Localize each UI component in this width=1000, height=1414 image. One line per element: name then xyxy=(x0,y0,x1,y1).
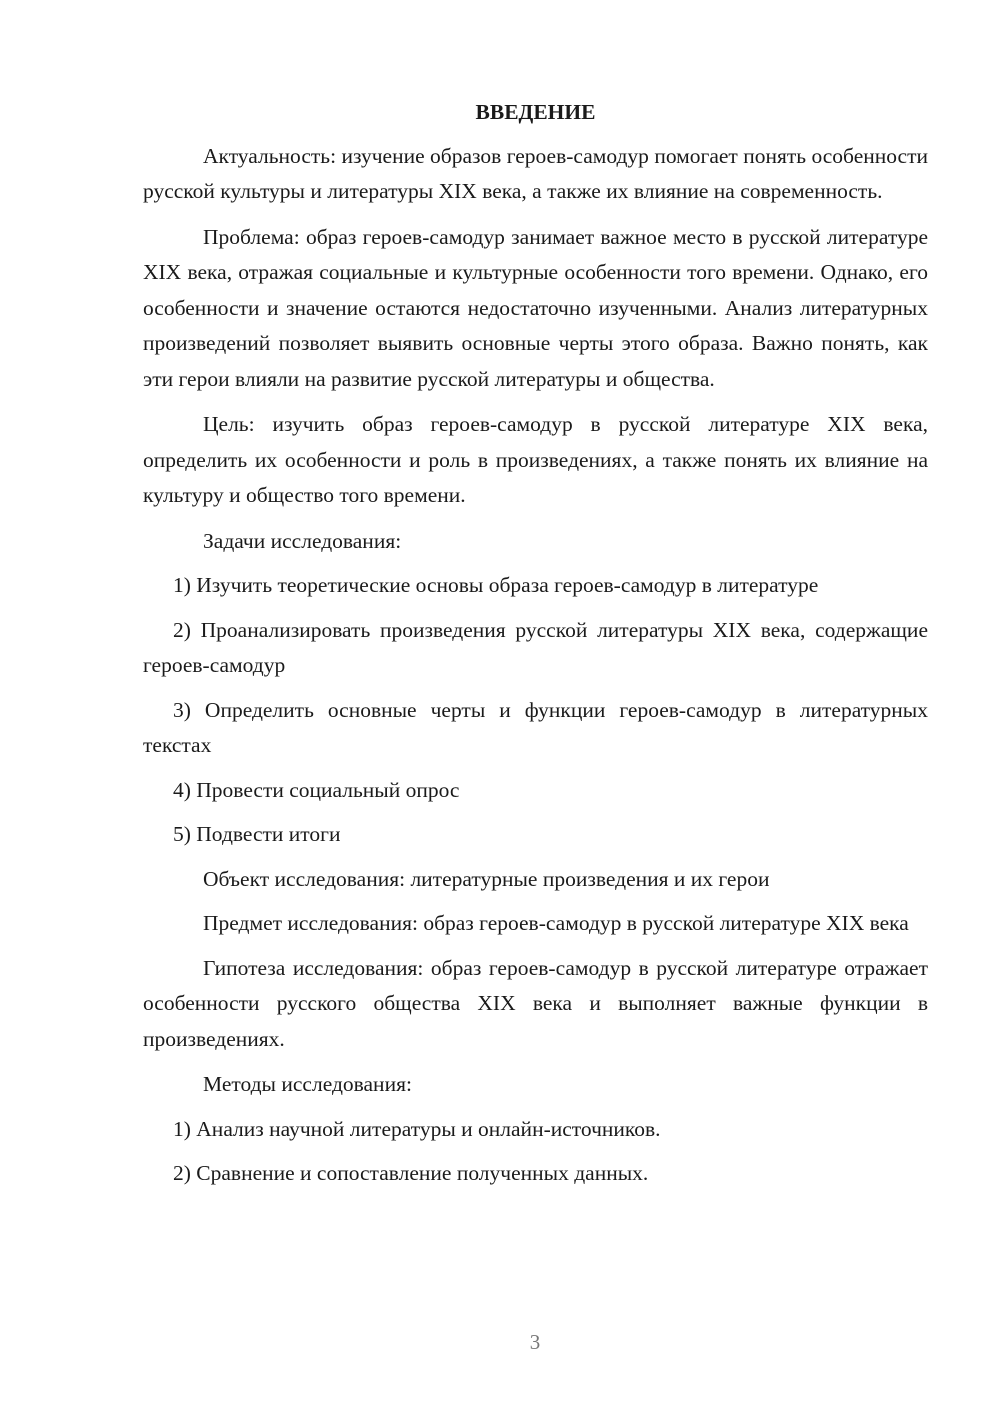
problem-paragraph: Проблема: образ героев-самодур занимает важное место в русской литературе XIX века, отражая социальные и культурные особенности того времени. Однако, его особенности и значение остаются недостаточно изученными. Анализ литературных произведений позволяет выявить основные черты этого образа. Важно понять, как эти герои влияли на развитие русской литературы и общества. xyxy=(143,224,928,391)
tasks-label: Задачи исследования: xyxy=(203,528,402,553)
task-item: 2) Проанализировать произведения русской литературы XIX века, содержащие героев-самодур xyxy=(143,617,928,677)
subject-paragraph: Предмет исследования: образ героев-самодур в русской литературе XIX века xyxy=(203,911,909,935)
document-page xyxy=(143,95,928,1201)
hypothesis-paragraph: Гипотеза исследования: образ героев-самодур в русской литературе отражает особенности русского общества XIX века и выполняет важные функции в произведениях. xyxy=(143,955,928,1051)
page-number: 3 xyxy=(529,1330,541,1354)
method-item: 2) Сравнение и сопоставление полученных данных. xyxy=(173,1161,649,1185)
task-item: 5) Подвести итоги xyxy=(173,822,341,846)
methods-label: Методы исследования: xyxy=(203,1072,412,1096)
task-item: 3) Определить основные черты и функции героев-самодур в литературных текстах xyxy=(143,697,928,757)
method-item: 1) Анализ научной литературы и онлайн-источников. xyxy=(173,1116,661,1141)
section-title: ВВЕДЕНИЕ xyxy=(475,100,596,124)
object-paragraph: Объект исследования: литературные произведения и их герои xyxy=(203,866,770,891)
goal-paragraph: Цель: изучить образ героев-самодур в русской литературе XIX века, определить их особенности и роль в произведениях, а также понять их влияние на культуру и общество того времени. xyxy=(143,412,928,507)
task-item: 1) Изучить теоретические основы образа героев-самодур в литературе xyxy=(173,573,819,597)
relevance-paragraph: Актуальность: изучение образов героев-самодур помогает понять особенности русской культуры и литературы XIX века, а также их влияние на современность. xyxy=(143,143,928,203)
task-item: 4) Провести социальный опрос xyxy=(173,777,460,802)
